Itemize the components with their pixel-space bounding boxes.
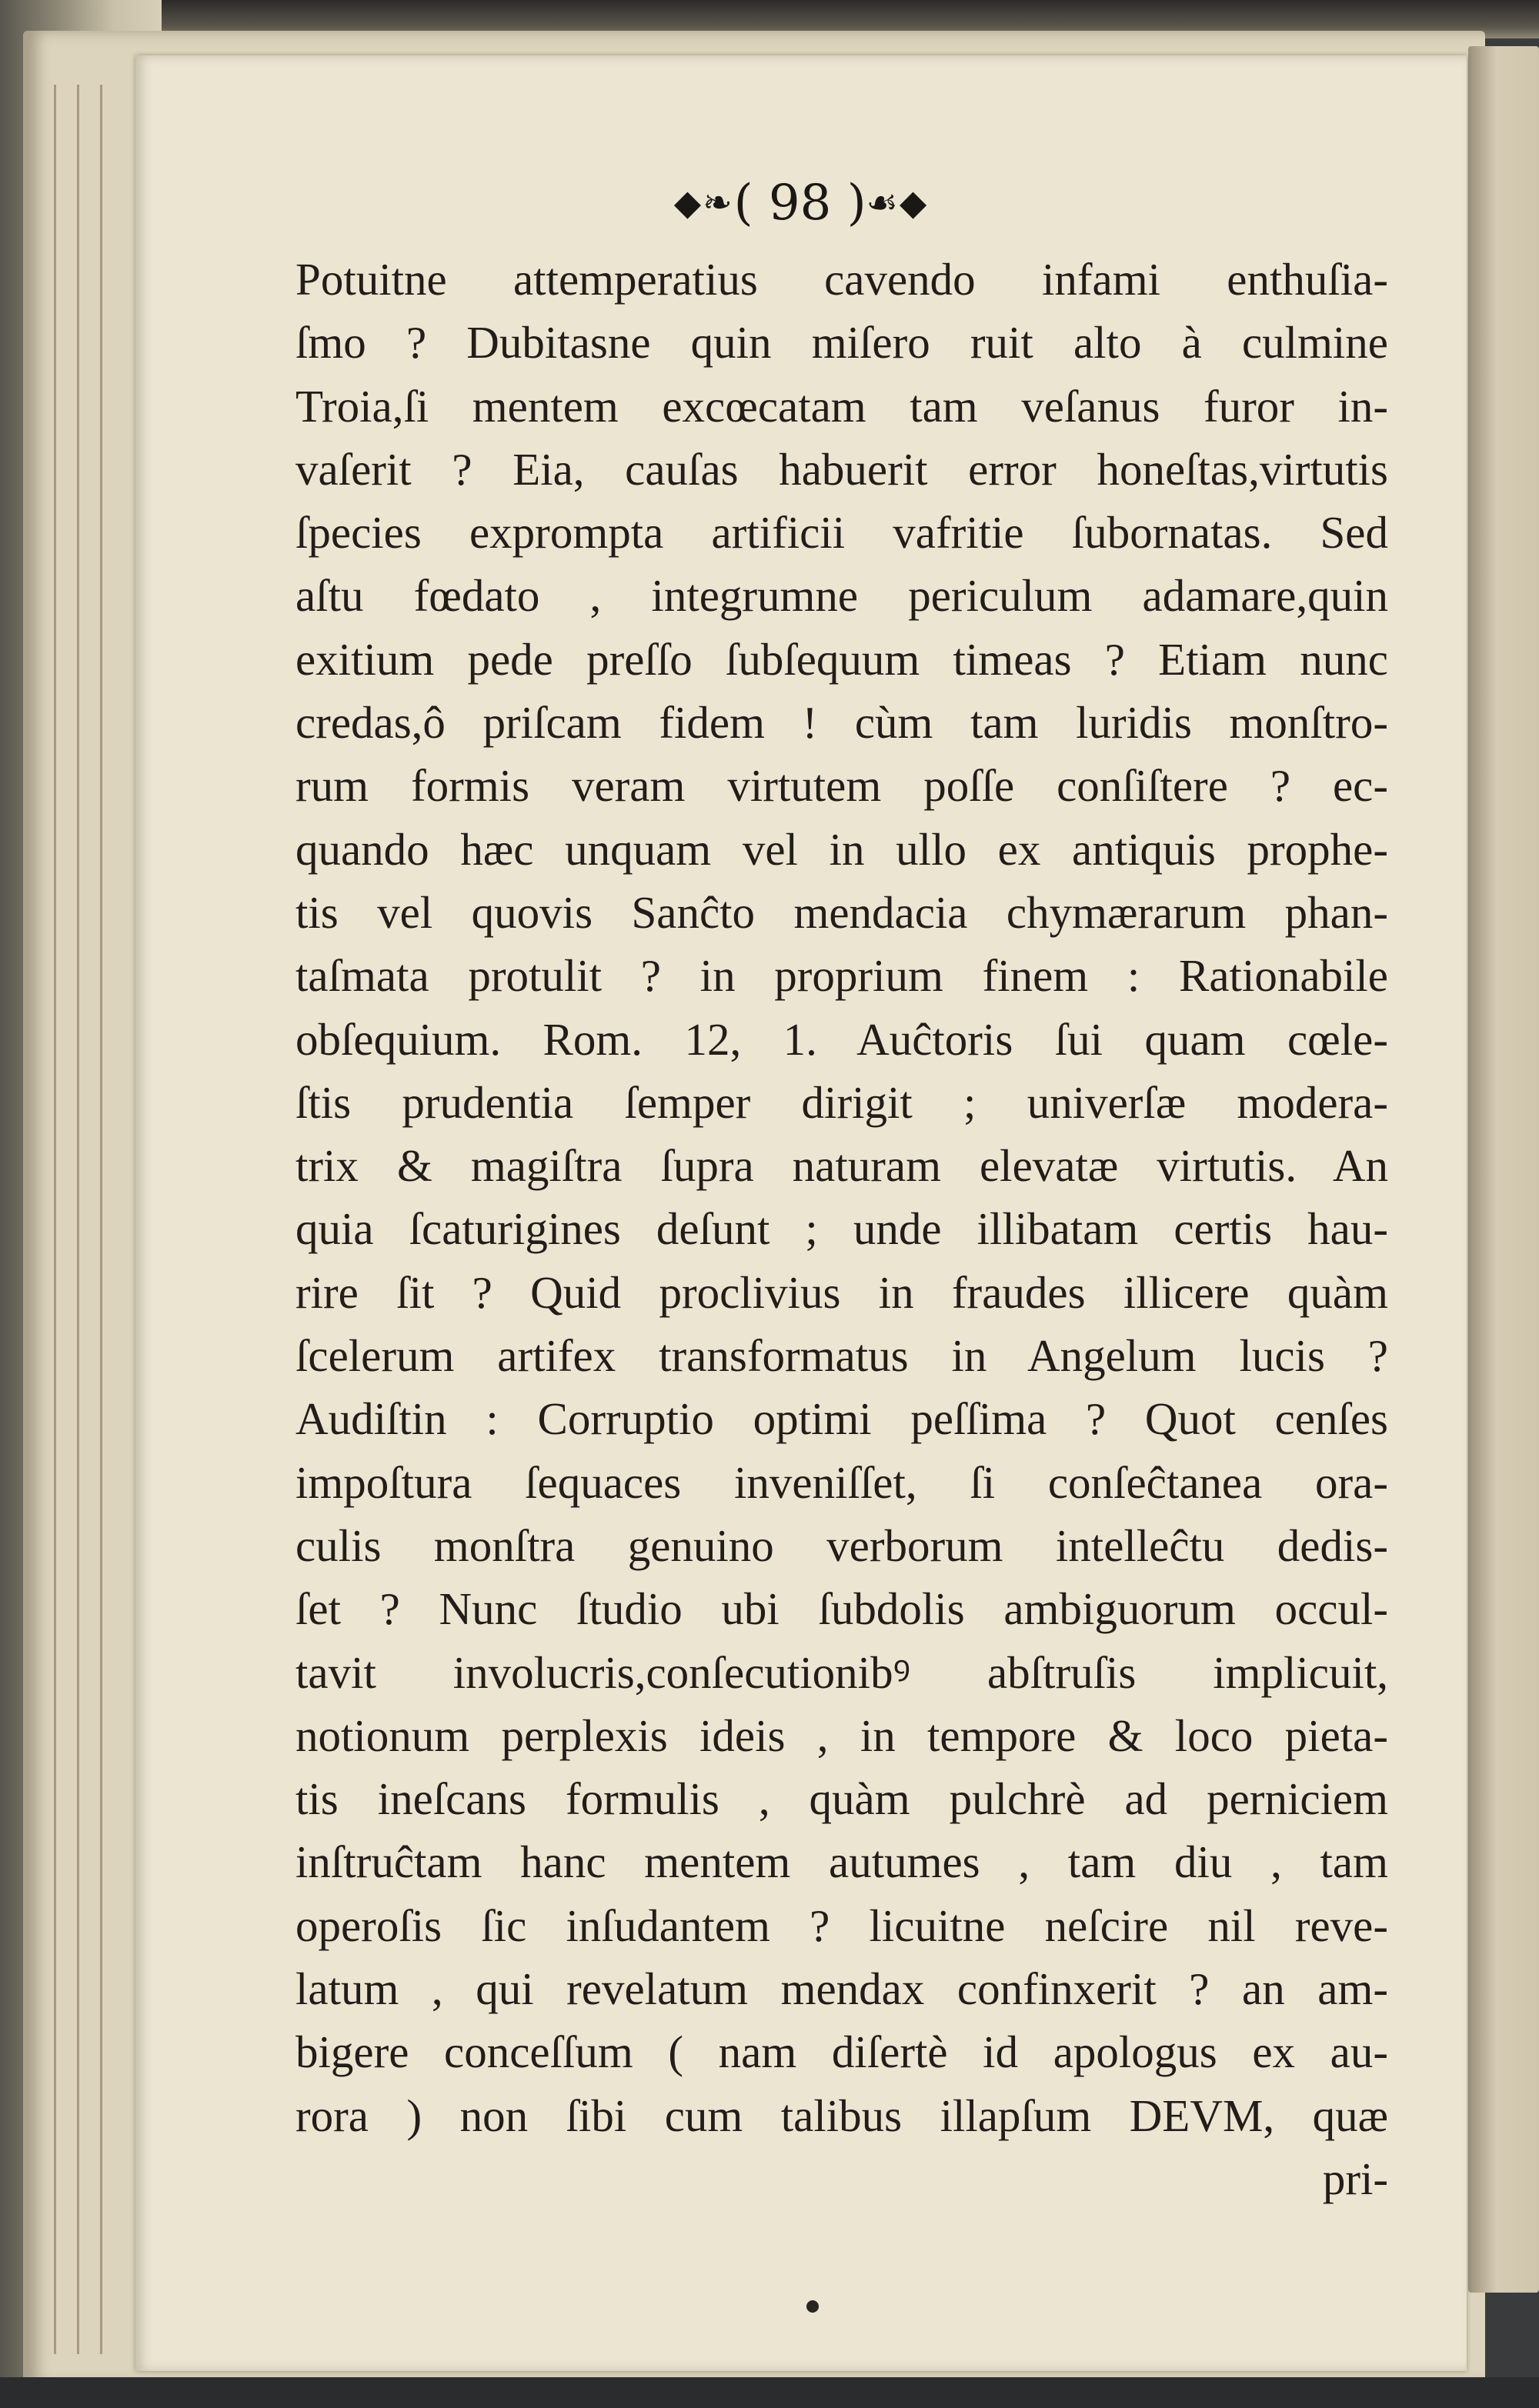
right-ornament-icon: ☙◆ [866,182,929,223]
text-line: culis monſtra genuino verborum intelleĉtu dedis- [295,1519,1388,1571]
body-text [295,248,1388,2210]
text-line: obſequium. Rom. 12, 1. Auĉtoris ſui quam cœle- [295,1013,1388,1065]
book-bottom-edge [0,2377,1539,2408]
text-line: vaſerit ? Eia, cauſas habuerit error honeſtas,virtutis [295,443,1388,495]
text-line: rire ſit ? Quid proclivius in fraudes illicere quàm [295,1266,1388,1318]
left-ornament-icon: ◆❧ [673,182,734,223]
text-line: Potuitne attemperatius cavendo infami enthuſia- [295,254,1388,305]
text-line: tis ineſcans formulis , quàm pulchrè ad perniciem [295,1773,1388,1825]
text-line: rum formis veram virtutem poſſe conſiſtere ? ec- [295,760,1388,812]
catchword: pri- [1322,2153,1388,2204]
text-line: inſtruĉtam hanc mentem autumes , tam diu , tam [295,1836,1388,1888]
text-line: tavit involucris,conſecutionibꝰ abſtruſis implicuit, [295,1646,1388,1698]
text-line: notionum perplexis ideis , in tempore & loco pieta- [295,1709,1388,1761]
text-line: Audiſtin : Corruptio optimi peſſima ? Quot cenſes [295,1393,1388,1445]
text-line: ſet ? Nunc ſtudio ubi ſubdolis ambiguorum occul- [295,1583,1388,1635]
text-line: bigere conceſſum ( nam diſertè id apologus ex au- [295,2026,1388,2078]
page-layer-line [100,85,102,2354]
text-line: rora ) non ſibi cum talibus illapſum DEVM, quæ [295,2089,1388,2141]
text-line: Troia,ſi mentem excœcatam tam veſanus furor in- [295,380,1388,432]
footer-dot-mark [806,2300,819,2313]
page-number: ( 98 ) [733,175,866,232]
text-line: credas,ô priſcam fidem ! cùm tam luridis monſtro- [295,697,1388,749]
text-line: taſmata protulit ? in proprium finem : Rationabile [295,950,1388,1002]
text-line: quando hæc unquam vel in ullo ex antiquis prophe- [295,823,1388,875]
text-line: ſtis prudentia ſemper dirigit ; univerſæ modera- [295,1076,1388,1128]
text-line: exitium pede preſſo ſubſequum timeas ? Etiam nunc [295,633,1388,685]
page-header [135,175,1467,236]
text-line: operoſis ſic inſudantem ? licuitne neſcire nil reve- [295,1899,1388,1951]
text-line: trix & magiſtra ſupra naturam elevatæ virtutis. An [295,1140,1388,1192]
text-line: latum , qui revelatum mendax confinxerit ? an am- [295,1963,1388,2015]
text-line: impoſtura ſequaces inveniſſet, ſi conſeĉtanea ora- [295,1456,1388,1508]
text-line: aſtu fœdato , integrumne periculum adamare,quin [295,570,1388,622]
text-line: ſmo ? Dubitasne quin miſero ruit alto à culmine [295,317,1388,369]
text-line: ſcelerum artifex transformatus in Angelum lucis ? [295,1330,1388,1382]
text-line: ſpecies exprompta artificii vafritie ſubornatas. Sed [295,507,1388,559]
text-line: quia ſcaturigines deſunt ; unde illibatam certis hau- [295,1203,1388,1255]
book-page [135,55,1467,2371]
page-layer-line [54,85,56,2354]
text-line: tis vel quovis Sanĉto mendacia chymærarum phan- [295,886,1388,938]
facing-page-edge [1468,46,1539,2293]
page-layer-line [77,85,79,2354]
